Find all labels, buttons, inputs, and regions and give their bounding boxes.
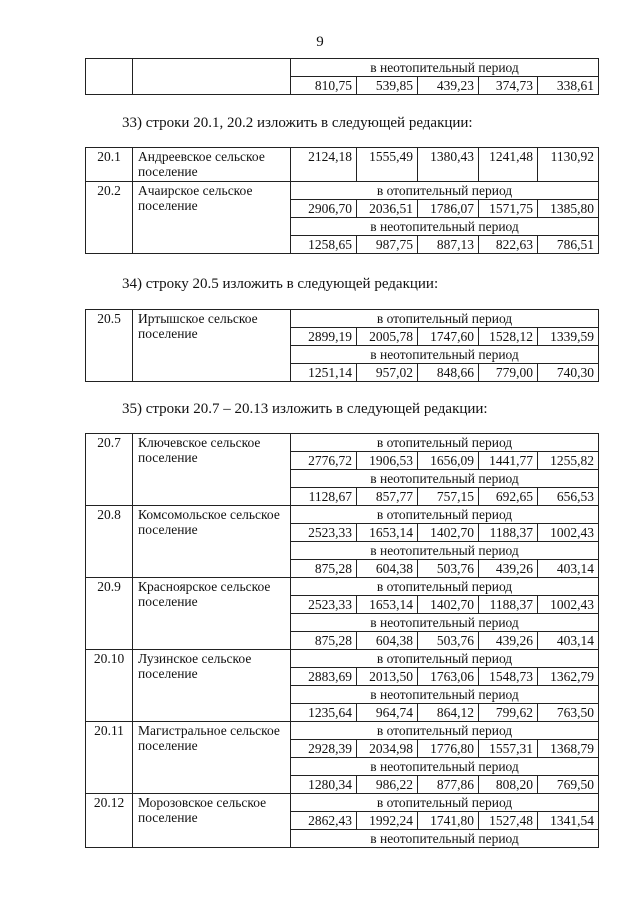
value-cell: 1241,48 [479, 148, 538, 182]
value-cell: 957,02 [357, 364, 418, 382]
period-label: в отопительный период [291, 722, 599, 740]
value-cell: 810,75 [291, 77, 357, 95]
table-35 [85, 433, 599, 848]
value-cell: 2776,72 [291, 452, 357, 470]
value-cell: 374,73 [479, 77, 538, 95]
value-cell: 1786,07 [418, 200, 479, 218]
settlement-name: Ачаирское сельское поселение [133, 182, 291, 254]
value-cell: 1571,75 [479, 200, 538, 218]
value-cell: 338,61 [538, 77, 599, 95]
period-label: в отопительный период [291, 650, 599, 668]
value-cell: 875,28 [291, 560, 357, 578]
value-cell: 848,66 [418, 364, 479, 382]
period-label: в неотопительный период [291, 218, 599, 236]
row-number: 20.10 [86, 650, 133, 722]
value-cell: 539,85 [357, 77, 418, 95]
value-cell: 1339,59 [538, 328, 599, 346]
value-cell: 439,26 [479, 632, 538, 650]
value-cell: 1747,60 [418, 328, 479, 346]
value-cell: 1002,43 [538, 524, 599, 542]
value-cell: 1528,12 [479, 328, 538, 346]
value-cell: 1653,14 [357, 524, 418, 542]
settlement-name: Ключевское сельское поселение [133, 434, 291, 506]
value-cell: 2906,70 [291, 200, 357, 218]
name-cell [133, 59, 291, 95]
section-33-heading: 33) строки 20.1, 20.2 изложить в следующей редакции: [122, 115, 473, 131]
value-cell: 1906,53 [357, 452, 418, 470]
value-cell: 1441,77 [479, 452, 538, 470]
value-cell: 2036,51 [357, 200, 418, 218]
row-number: 20.2 [86, 182, 133, 254]
value-cell: 1557,31 [479, 740, 538, 758]
value-cell: 1280,34 [291, 776, 357, 794]
row-number: 20.8 [86, 506, 133, 578]
value-cell: 1188,37 [479, 596, 538, 614]
value-cell: 1251,14 [291, 364, 357, 382]
row-number: 20.5 [86, 310, 133, 382]
value-cell: 1776,80 [418, 740, 479, 758]
value-cell: 1002,43 [538, 596, 599, 614]
value-cell: 604,38 [357, 632, 418, 650]
value-cell: 822,63 [479, 236, 538, 254]
period-label: в отопительный период [291, 182, 599, 200]
value-cell: 1763,06 [418, 668, 479, 686]
value-cell: 2013,50 [357, 668, 418, 686]
value-cell: 1555,49 [357, 148, 418, 182]
settlement-name: Магистральное сельское поселение [133, 722, 291, 794]
top-table [85, 58, 599, 95]
row-number: 20.12 [86, 794, 133, 848]
value-cell: 1741,80 [418, 812, 479, 830]
value-cell: 779,00 [479, 364, 538, 382]
value-cell: 2034,98 [357, 740, 418, 758]
value-cell: 1341,54 [538, 812, 599, 830]
settlement-name: Комсомольское сельское поселение [133, 506, 291, 578]
value-cell: 887,13 [418, 236, 479, 254]
value-cell: 2124,18 [291, 148, 357, 182]
value-cell: 799,62 [479, 704, 538, 722]
value-cell: 2883,69 [291, 668, 357, 686]
value-cell: 403,14 [538, 560, 599, 578]
value-cell: 987,75 [357, 236, 418, 254]
settlement-name: Морозовское сельское поселение [133, 794, 291, 848]
period-label: в неотопительный период [291, 470, 599, 488]
value-cell: 1362,79 [538, 668, 599, 686]
value-cell: 1188,37 [479, 524, 538, 542]
value-cell: 786,51 [538, 236, 599, 254]
value-cell: 1130,92 [538, 148, 599, 182]
row-number: 20.7 [86, 434, 133, 506]
value-cell: 877,86 [418, 776, 479, 794]
value-cell: 1380,43 [418, 148, 479, 182]
period-label: в неотопительный период [291, 758, 599, 776]
value-cell: 1656,09 [418, 452, 479, 470]
period-label: в неотопительный период [291, 614, 599, 632]
value-cell: 1235,64 [291, 704, 357, 722]
value-cell: 1653,14 [357, 596, 418, 614]
value-cell: 857,77 [357, 488, 418, 506]
value-cell: 864,12 [418, 704, 479, 722]
value-cell: 2899,19 [291, 328, 357, 346]
value-cell: 692,65 [479, 488, 538, 506]
row-number: 20.9 [86, 578, 133, 650]
value-cell: 740,30 [538, 364, 599, 382]
value-cell: 1255,82 [538, 452, 599, 470]
period-label: в отопительный период [291, 506, 599, 524]
value-cell: 1527,48 [479, 812, 538, 830]
value-cell: 2862,43 [291, 812, 357, 830]
value-cell: 503,76 [418, 560, 479, 578]
value-cell: 763,50 [538, 704, 599, 722]
period-label: в неотопительный период [291, 59, 599, 77]
value-cell: 2523,33 [291, 524, 357, 542]
value-cell: 1258,65 [291, 236, 357, 254]
value-cell: 503,76 [418, 632, 479, 650]
value-cell: 656,53 [538, 488, 599, 506]
value-cell: 439,23 [418, 77, 479, 95]
value-cell: 964,74 [357, 704, 418, 722]
value-cell: 1402,70 [418, 524, 479, 542]
table-33 [85, 147, 599, 254]
period-label: в отопительный период [291, 310, 599, 328]
page-number: 9 [316, 34, 324, 50]
section-34-heading: 34) строку 20.5 изложить в следующей редакции: [122, 276, 439, 292]
value-cell: 439,26 [479, 560, 538, 578]
section-35-heading: 35) строки 20.7 – 20.13 изложить в следующей редакции: [122, 401, 488, 417]
settlement-name: Иртышское сельское поселение [133, 310, 291, 382]
period-label: в неотопительный период [291, 686, 599, 704]
value-cell: 2005,78 [357, 328, 418, 346]
period-label: в неотопительный период [291, 346, 599, 364]
period-label: в неотопительный период [291, 830, 599, 848]
value-cell: 1368,79 [538, 740, 599, 758]
period-label: в отопительный период [291, 434, 599, 452]
settlement-name: Лузинское сельское поселение [133, 650, 291, 722]
period-label: в неотопительный период [291, 542, 599, 560]
value-cell: 1992,24 [357, 812, 418, 830]
value-cell: 1548,73 [479, 668, 538, 686]
num-cell [86, 59, 133, 95]
value-cell: 2928,39 [291, 740, 357, 758]
value-cell: 2523,33 [291, 596, 357, 614]
value-cell: 875,28 [291, 632, 357, 650]
value-cell: 986,22 [357, 776, 418, 794]
value-cell: 1402,70 [418, 596, 479, 614]
period-label: в отопительный период [291, 578, 599, 596]
value-cell: 757,15 [418, 488, 479, 506]
value-cell: 1128,67 [291, 488, 357, 506]
row-number: 20.11 [86, 722, 133, 794]
value-cell: 604,38 [357, 560, 418, 578]
period-label: в отопительный период [291, 794, 599, 812]
settlement-name: Андреевское сельское поселение [133, 148, 291, 182]
value-cell: 403,14 [538, 632, 599, 650]
row-number: 20.1 [86, 148, 133, 182]
value-cell: 808,20 [479, 776, 538, 794]
settlement-name: Красноярское сельское поселение [133, 578, 291, 650]
table-34 [85, 309, 599, 382]
value-cell: 769,50 [538, 776, 599, 794]
value-cell: 1385,80 [538, 200, 599, 218]
